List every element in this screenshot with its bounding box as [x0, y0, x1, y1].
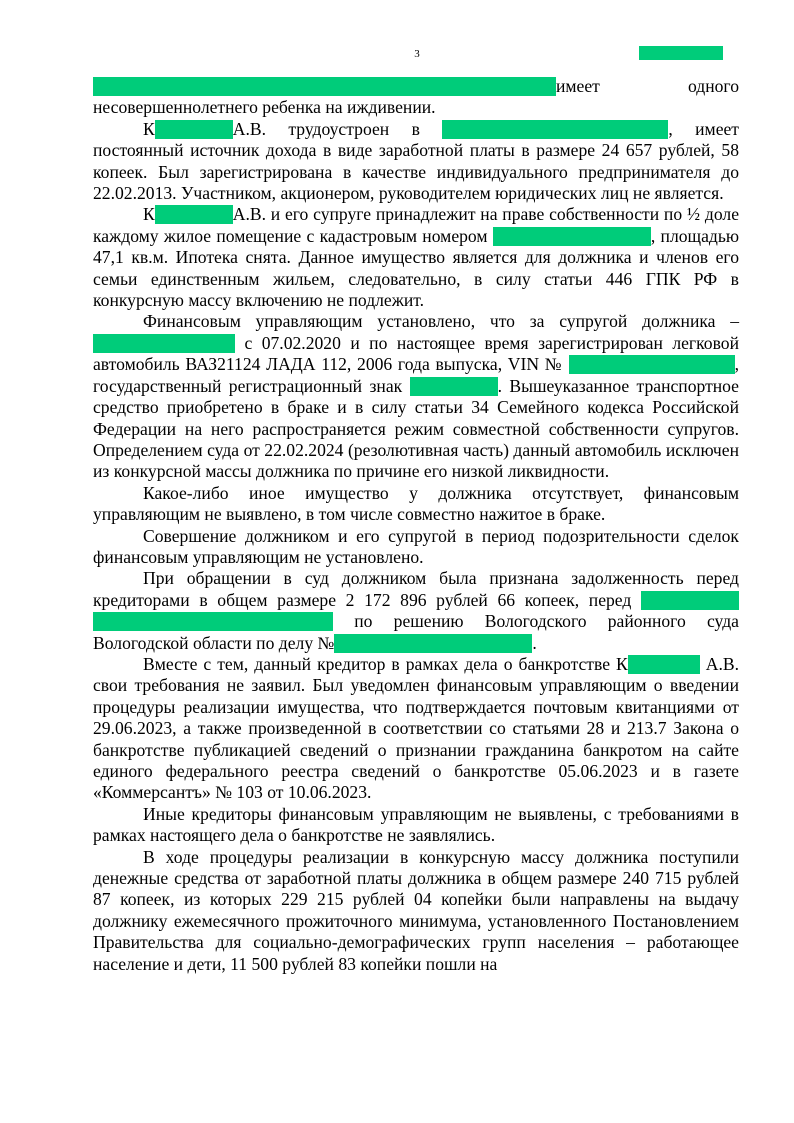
paragraph-5: Совершение должником и его супругой в период подозрительности сделок финансовым управляющим не установлено.	[93, 525, 739, 567]
redaction-block	[410, 377, 498, 396]
paragraph-4: Какое-либо иное имущество у должника отсутствует, финансовым управляющим не выявлено, в том числе совместно нажитое в браке.	[93, 482, 739, 525]
redaction-block	[155, 205, 233, 224]
redaction-block	[155, 120, 233, 139]
redaction-block	[493, 227, 651, 246]
paragraph-7: Вместе с тем, данный кредитор в рамках дела о банкротстве К А.В. свои требования не заявил. Был уведомлен финансовым управляющим о введении процедуры реализации имущества, что подтверждается почтовым квитанциями от 29.06.2023, а также произведенной в соответствии со статьями 28 и 213.7 Закона о банкротстве публикацией сведений о признании гражданина банкротом на сайте единого федерального реестра сведений о банкротстве 05.06.2023 и в газете «Коммерсантъ» № 103 от 10.06.2023.	[93, 653, 739, 803]
page-number: 3	[414, 48, 420, 60]
paragraph-9: В ходе процедуры реализации в конкурсную массу должника поступили денежные средства от заработной платы должника в общем размере 240 715 рублей 87 копеек, из которых 229 215 рублей 04 копейки были направлены на выдачу должнику ежемесячного прожиточного минимума, установленного Постановлением Правительства для социально-демографических групп населения – работающее население и дети, 11 500 рублей 83 копейки пошли на	[93, 846, 739, 974]
document-body	[93, 76, 739, 975]
redaction-block	[442, 120, 668, 139]
paragraph-0: имеет одного несовершеннолетнего ребенка на иждивении.	[93, 76, 739, 118]
redaction-block	[93, 612, 333, 631]
redaction-block	[628, 655, 700, 674]
redaction-block	[569, 355, 735, 374]
redaction-block	[93, 77, 556, 96]
paragraph-6: При обращении в суд должником была признана задолженность перед кредиторами в общем размере 2 172 896 рублей 66 копеек, перед по решению Вологодского районного суда Вологодской области по делу № .	[93, 568, 739, 653]
paragraph-2: К А.В. и его супруге принадлежит на праве собственности по ½ доле каждому жилое помещение с кадастровым номером , площадью 47,1 кв.м. Ипотека снята. Данное имущество является для должника и членов его семьи единственным жильем, следовательно, в силу статьи 446 ГПК РФ в конкурсную массу включению не подлежит.	[93, 204, 740, 311]
paragraph-1: К А.В. трудоустроен в , имеет постоянный источник дохода в виде заработной платы в размере 24 657 рублей, 58 копеек. Был зарегистрирована в качестве индивидуального предпринимателя до 22.02.2013. Участником, акционером, руководителем юридических лиц не является.	[93, 118, 739, 204]
paragraph-8: Иные кредиторы финансовым управляющим не выявлены, с требованиями в рамках настоящего дела о банкротстве не заявлялись.	[93, 803, 739, 846]
redaction-block	[641, 591, 739, 610]
paragraph-3: Финансовым управляющим установлено, что за супругой должника – с 07.02.2020 и по настоящее время зарегистрирован легковой автомобиль ВАЗ21124 ЛАДА 112, 2006 года выпуска, VIN № , государственный регистрационный знак . Вышеуказанное транспортное средство приобретено в браке и в силу статьи 34 Семейного кодекса Российской Федерации на него распространяется режим совместной собственности супругов. Определением суда от 22.02.2024 (резолютивная часть) данный автомобиль исключен из конкурсной массы должника по причине его низкой ликвидности.	[93, 311, 739, 482]
redaction-block	[93, 334, 235, 353]
redaction-block	[334, 634, 532, 653]
redaction-block	[639, 46, 723, 60]
